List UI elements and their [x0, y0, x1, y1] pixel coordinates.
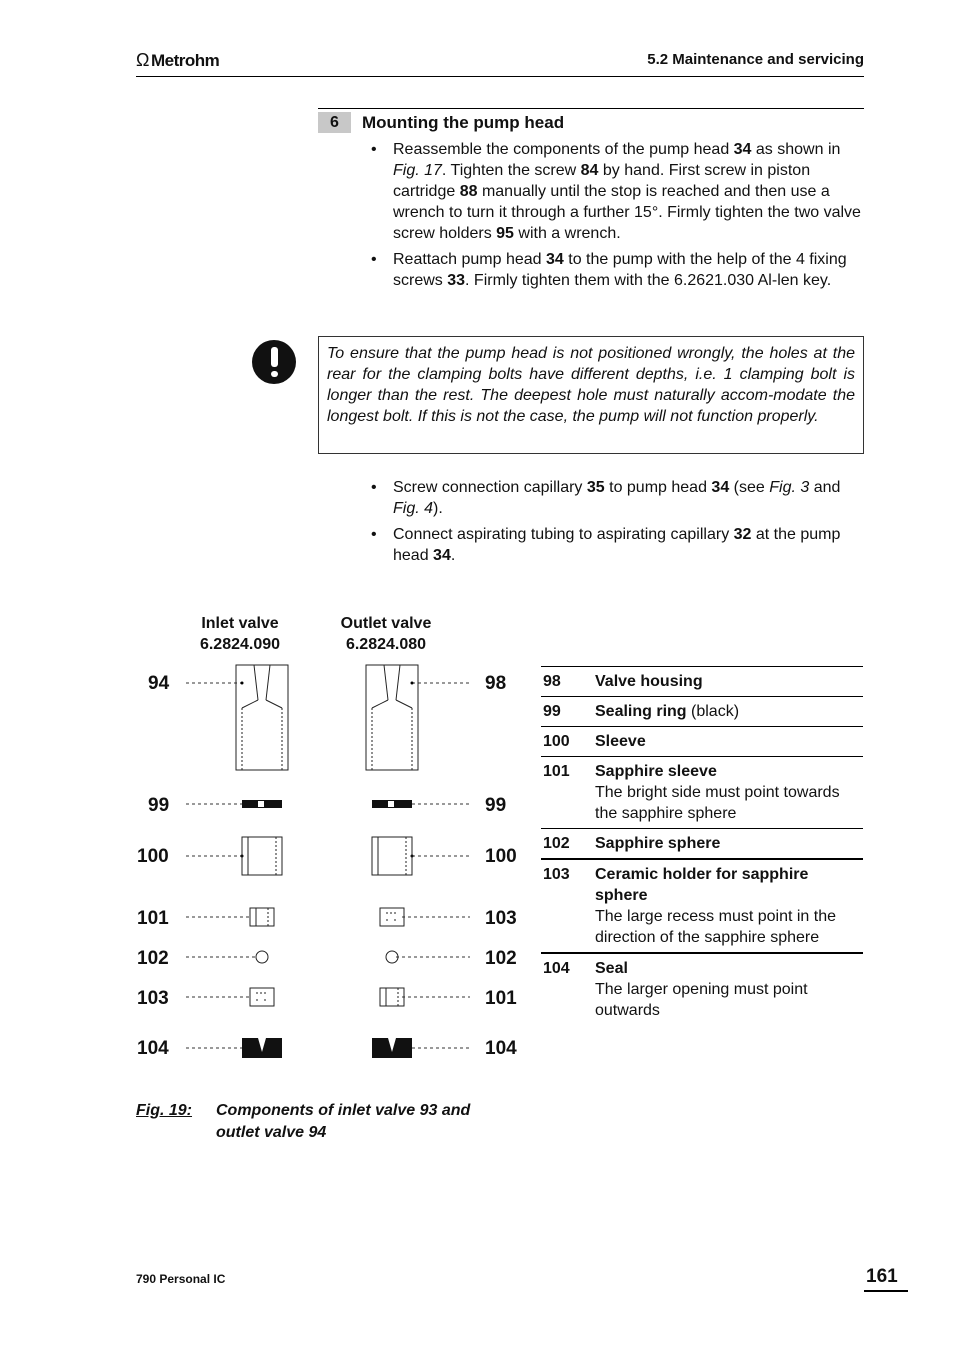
- table-row: 99 Sealing ring (black): [541, 697, 863, 727]
- seal: [372, 1038, 412, 1058]
- list-item: • Reassemble the components of the pump head 34 as shown in Fig. 17. Tighten the screw 84 by hand. First screw in piston cartridge 88 manually until the stop is reached and then use a wrench to turn it through a further 15°. Firmly tighten the two valve screw holders 95 with a wrench.: [371, 139, 865, 244]
- figure-caption: Fig. 19: Components of inlet valve 93 and outlet valve 94: [136, 1102, 471, 1141]
- section-title: 5.2 Maintenance and servicing: [647, 51, 864, 68]
- step-title: Mounting the pump head: [362, 113, 565, 132]
- sealing-ring: [372, 800, 412, 808]
- callout-label: 94: [148, 673, 170, 694]
- table-row: 100 Sleeve: [541, 727, 863, 757]
- warning-note: To ensure that the pump head is not positioned wrongly, the holes at the rear for the clamping bolts have different depths, i.e. 1 clamping bolt is longer than the rest. The deepest hole must naturally accom-modate the longest bolt. If this is not the case, the pump will not function properly.: [318, 336, 864, 454]
- callout-label: 104: [137, 1038, 169, 1059]
- table-row: 102 Sapphire sphere: [541, 829, 863, 860]
- list-item: • Connect aspirating tubing to aspirating capillary 32 at the pump head 34.: [371, 524, 865, 566]
- callout-label: 103: [485, 908, 517, 929]
- sapphire-sleeve: [250, 908, 274, 926]
- callout-label: 100: [137, 846, 169, 867]
- callout-label: 99: [485, 795, 507, 816]
- callout-label: 102: [137, 948, 169, 969]
- figure-reference: Fig. 17: [393, 162, 442, 179]
- callout-label: 98: [485, 673, 507, 694]
- parts-legend-table: [541, 666, 863, 1025]
- logo-text: Metrohm: [150, 51, 220, 70]
- sapphire-sphere: [256, 951, 268, 963]
- callout-label: 104: [485, 1038, 517, 1059]
- exclamation-icon: [252, 340, 296, 384]
- table-row: 98 Valve housing: [541, 667, 863, 697]
- callout-label: 99: [148, 795, 170, 816]
- sealing-ring: [242, 800, 282, 808]
- list-item: • Screw connection capillary 35 to pump head 34 (see Fig. 3 and Fig. 4).: [371, 477, 865, 519]
- step-divider: [318, 108, 864, 109]
- callout-label: 100: [485, 846, 517, 867]
- valve-components-drawing: [180, 660, 480, 1070]
- metrohm-logo: [136, 50, 219, 71]
- figure-label: Fig. 19:: [136, 1102, 193, 1119]
- connection-bullet-list: [371, 477, 865, 571]
- table-row: 104 Seal The larger opening must point outwards: [541, 953, 863, 1025]
- inlet-valve-heading: Inlet valve 6.2824.090: [199, 615, 281, 653]
- callout-label: 103: [137, 988, 169, 1009]
- table-row: 101 Sapphire sleeve The bright side must point towards the sapphire sphere: [541, 757, 863, 829]
- product-name: 790 Personal IC: [136, 1272, 226, 1286]
- header-divider: [136, 76, 864, 77]
- seal: [242, 1038, 282, 1058]
- ceramic-holder: [250, 988, 274, 1006]
- page-number-underline: [864, 1290, 908, 1292]
- step-number: 6: [318, 112, 351, 133]
- callout-label: 101: [485, 988, 517, 1009]
- callout-label: 102: [485, 948, 517, 969]
- sleeve: [372, 837, 412, 875]
- step-bullet-list: [371, 139, 865, 296]
- list-item: • Reattach pump head 34 to the pump with the help of the 4 fixing screws 33. Firmly tighten them with the 6.2621.030 Al-len key.: [371, 249, 865, 291]
- callout-label: 101: [137, 908, 169, 929]
- outlet-valve-housing: [366, 665, 418, 770]
- page-number: 161: [866, 1266, 898, 1287]
- omega-logo-icon: Ω: [136, 50, 149, 70]
- sapphire-sleeve: [380, 988, 404, 1006]
- ceramic-holder: [380, 908, 404, 926]
- table-row: 103 Ceramic holder for sapphire sphere The large recess must point in the direction of the sapphire sphere: [541, 859, 863, 953]
- sleeve: [242, 837, 282, 875]
- outlet-valve-heading: Outlet valve 6.2824.080: [340, 615, 432, 653]
- inlet-valve-housing: [236, 665, 288, 770]
